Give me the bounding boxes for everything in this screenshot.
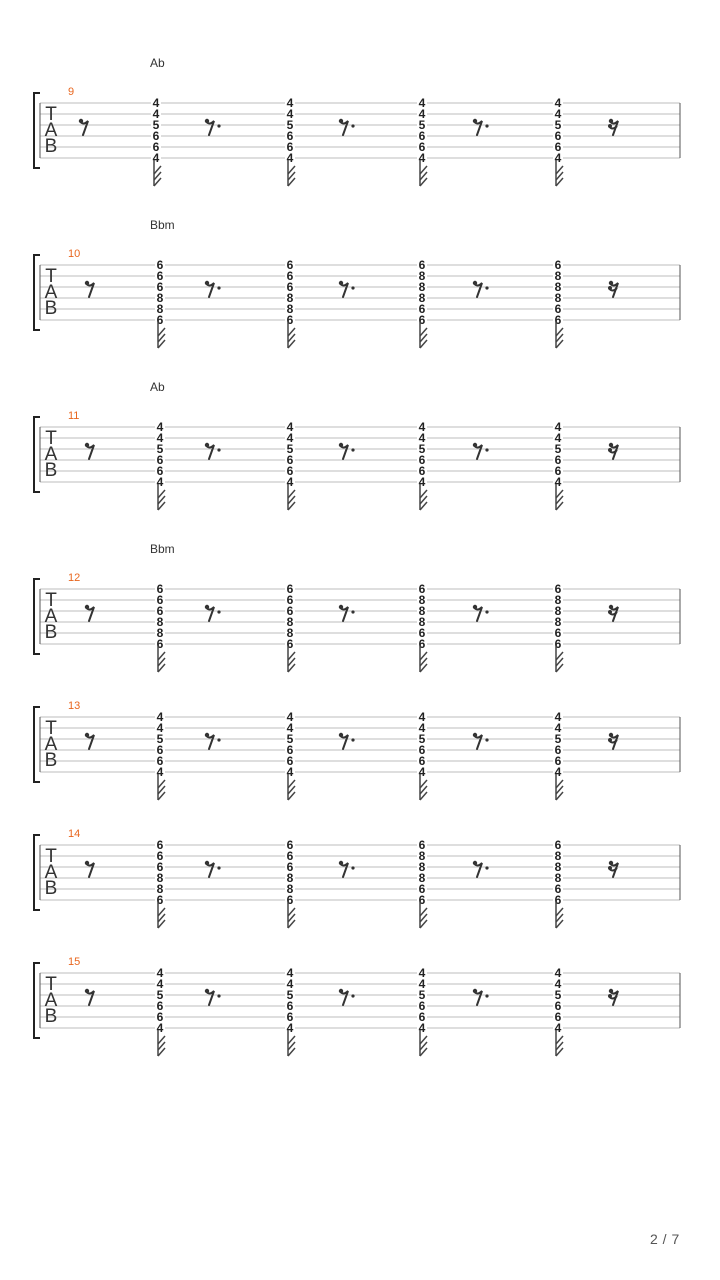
fret-number: 5	[152, 118, 160, 132]
tab-clef-letter: B	[44, 460, 58, 481]
fret-number: 8	[418, 860, 426, 874]
dotted-eighth-rest-icon	[205, 443, 221, 459]
fret-number: 4	[418, 96, 426, 110]
system-bracket	[34, 93, 40, 168]
fret-number: 6	[554, 882, 562, 896]
chord-stack	[155, 258, 165, 348]
fret-number: 6	[156, 860, 164, 874]
fret-number: 4	[286, 475, 294, 489]
fret-number: 8	[554, 593, 562, 607]
dotted-eighth-rest-icon	[473, 281, 489, 297]
tab-clef-letter: B	[44, 298, 58, 319]
fret-number: 8	[286, 615, 294, 629]
fret-number: 6	[286, 860, 294, 874]
tab-clef-letter: T	[45, 590, 57, 611]
dotted-eighth-rest-icon	[205, 281, 221, 297]
fret-number: 6	[156, 999, 164, 1013]
fret-number: 4	[554, 431, 562, 445]
sixteenth-rest-icon	[608, 119, 618, 135]
fret-number: 4	[156, 475, 164, 489]
fret-number: 4	[418, 710, 426, 724]
dotted-eighth-rest-icon	[473, 605, 489, 621]
tab-clef-letter: A	[44, 444, 58, 465]
dotted-eighth-rest-icon	[339, 443, 355, 459]
fret-number: 6	[286, 453, 294, 467]
fret-number: 5	[156, 732, 164, 746]
fret-number: 6	[554, 129, 562, 143]
fret-number: 4	[554, 420, 562, 434]
fret-number: 4	[554, 151, 562, 165]
eighth-rest-icon	[85, 733, 94, 749]
fret-number: 5	[418, 988, 426, 1002]
dotted-eighth-rest-icon	[205, 861, 221, 877]
fret-number: 8	[554, 615, 562, 629]
fret-number: 6	[156, 258, 164, 272]
fret-number: 8	[156, 291, 164, 305]
fret-number: 4	[286, 431, 294, 445]
chord-stack	[417, 258, 427, 348]
dotted-eighth-rest-icon	[205, 733, 221, 749]
fret-number: 6	[554, 1010, 562, 1024]
fret-number: 6	[156, 754, 164, 768]
fret-number: 6	[286, 140, 294, 154]
tab-system	[34, 218, 680, 348]
fret-number: 6	[286, 593, 294, 607]
fret-number: 4	[286, 151, 294, 165]
fret-number: 5	[418, 118, 426, 132]
fret-number: 8	[554, 280, 562, 294]
sixteenth-rest-icon	[608, 281, 618, 297]
chord-stack	[553, 710, 563, 800]
fret-number: 4	[152, 151, 160, 165]
fret-number: 5	[156, 988, 164, 1002]
fret-number: 4	[156, 966, 164, 980]
chord-stack	[285, 420, 295, 510]
fret-number: 6	[554, 140, 562, 154]
fret-number: 6	[286, 129, 294, 143]
fret-number: 4	[554, 96, 562, 110]
fret-number: 6	[418, 882, 426, 896]
fret-number: 6	[418, 302, 426, 316]
fret-number: 8	[286, 291, 294, 305]
fret-number: 6	[156, 1010, 164, 1024]
dotted-eighth-rest-icon	[339, 733, 355, 749]
dotted-eighth-rest-icon	[205, 605, 221, 621]
measure-number: 9	[68, 86, 75, 98]
tab-clef-letter: A	[44, 282, 58, 303]
chord-stack	[285, 96, 295, 186]
chord-stack	[155, 838, 165, 928]
chord-stack	[553, 420, 563, 510]
chord-stack	[553, 96, 563, 186]
fret-number: 6	[286, 313, 294, 327]
fret-number: 5	[554, 988, 562, 1002]
fret-number: 6	[554, 258, 562, 272]
chord-name: Ab	[150, 56, 165, 70]
fret-number: 6	[418, 258, 426, 272]
fret-number: 6	[156, 743, 164, 757]
eighth-rest-icon	[85, 443, 94, 459]
fret-number: 6	[554, 464, 562, 478]
fret-number: 5	[554, 442, 562, 456]
fret-number: 6	[156, 464, 164, 478]
eighth-rest-icon	[85, 605, 94, 621]
chord-stack	[285, 582, 295, 672]
fret-number: 4	[418, 721, 426, 735]
fret-number: 6	[286, 838, 294, 852]
fret-number: 6	[286, 754, 294, 768]
fret-number: 6	[554, 743, 562, 757]
fret-number: 8	[418, 593, 426, 607]
dotted-eighth-rest-icon	[473, 443, 489, 459]
fret-number: 6	[286, 582, 294, 596]
fret-number: 6	[418, 637, 426, 651]
chord-stack	[553, 966, 563, 1056]
fret-number: 6	[156, 582, 164, 596]
tab-clef-letter: A	[44, 862, 58, 883]
system-bracket	[34, 255, 40, 330]
fret-number: 4	[286, 96, 294, 110]
tab-system	[34, 542, 680, 672]
fret-number: 4	[156, 431, 164, 445]
measure-number: 12	[68, 572, 81, 584]
tab-clef-letter: B	[44, 622, 58, 643]
fret-number: 4	[418, 1021, 426, 1035]
dotted-eighth-rest-icon	[339, 605, 355, 621]
fret-number: 6	[156, 269, 164, 283]
fret-number: 4	[286, 420, 294, 434]
eighth-rest-icon	[79, 119, 88, 135]
fret-number: 6	[286, 999, 294, 1013]
fret-number: 6	[418, 626, 426, 640]
tab-clef-letter: T	[45, 266, 57, 287]
fret-number: 5	[554, 118, 562, 132]
fret-number: 5	[554, 732, 562, 746]
system-bracket	[34, 835, 40, 910]
fret-number: 6	[156, 893, 164, 907]
sixteenth-rest-icon	[608, 605, 618, 621]
fret-number: 6	[554, 999, 562, 1013]
dotted-eighth-rest-icon	[205, 989, 221, 1005]
measure-number: 13	[68, 700, 81, 712]
fret-number: 4	[286, 710, 294, 724]
fret-number: 4	[286, 966, 294, 980]
dotted-eighth-rest-icon	[473, 989, 489, 1005]
fret-number: 8	[418, 849, 426, 863]
fret-number: 4	[286, 721, 294, 735]
chord-stack	[155, 582, 165, 672]
fret-number: 8	[418, 280, 426, 294]
fret-number: 6	[554, 302, 562, 316]
fret-number: 6	[418, 313, 426, 327]
tab-clef-letter: A	[44, 990, 58, 1011]
sixteenth-rest-icon	[608, 861, 618, 877]
dotted-eighth-rest-icon	[339, 989, 355, 1005]
fret-number: 6	[286, 258, 294, 272]
fret-number: 8	[156, 882, 164, 896]
fret-number: 4	[554, 765, 562, 779]
fret-number: 4	[418, 475, 426, 489]
fret-number: 8	[418, 871, 426, 885]
fret-number: 8	[554, 291, 562, 305]
fret-number: 4	[418, 431, 426, 445]
fret-number: 4	[156, 765, 164, 779]
system-bracket	[34, 707, 40, 782]
fret-number: 4	[156, 710, 164, 724]
fret-number: 8	[156, 626, 164, 640]
chord-name: Bbm	[150, 542, 175, 556]
fret-number: 6	[286, 464, 294, 478]
fret-number: 8	[286, 882, 294, 896]
page-indicator: 2 / 7	[650, 1231, 680, 1247]
fret-number: 5	[418, 732, 426, 746]
chord-name: Ab	[150, 380, 165, 394]
fret-number: 5	[286, 118, 294, 132]
sixteenth-rest-icon	[608, 989, 618, 1005]
tab-clef-letter: B	[44, 878, 58, 899]
system-bracket	[34, 417, 40, 492]
fret-number: 6	[418, 140, 426, 154]
fret-number: 6	[554, 626, 562, 640]
tab-clef-letter: T	[45, 974, 57, 995]
fret-number: 4	[554, 721, 562, 735]
fret-number: 6	[418, 464, 426, 478]
chord-stack	[151, 96, 161, 186]
dotted-eighth-rest-icon	[339, 119, 355, 135]
tab-system	[34, 380, 680, 510]
fret-number: 8	[554, 269, 562, 283]
measure-number: 14	[68, 828, 81, 840]
fret-number: 8	[156, 871, 164, 885]
fret-number: 4	[156, 420, 164, 434]
dotted-eighth-rest-icon	[473, 733, 489, 749]
tab-system	[34, 56, 680, 186]
fret-number: 6	[286, 604, 294, 618]
system-bracket	[34, 963, 40, 1038]
chord-stack	[417, 420, 427, 510]
fret-number: 4	[286, 1021, 294, 1035]
fret-number: 6	[554, 582, 562, 596]
chord-stack	[417, 710, 427, 800]
fret-number: 6	[286, 849, 294, 863]
sixteenth-rest-icon	[608, 443, 618, 459]
chord-stack	[553, 582, 563, 672]
chord-stack	[417, 96, 427, 186]
tab-clef-letter: B	[44, 1006, 58, 1027]
fret-number: 6	[156, 313, 164, 327]
fret-number: 4	[418, 977, 426, 991]
tab-clef-letter: A	[44, 606, 58, 627]
fret-number: 8	[554, 849, 562, 863]
tab-clef-letter: A	[44, 734, 58, 755]
fret-number: 6	[418, 754, 426, 768]
fret-number: 6	[152, 140, 160, 154]
fret-number: 6	[286, 637, 294, 651]
fret-number: 6	[156, 637, 164, 651]
fret-number: 4	[418, 966, 426, 980]
chord-name: Bbm	[150, 218, 175, 232]
fret-number: 4	[554, 107, 562, 121]
tab-clef-letter: T	[45, 428, 57, 449]
tab-clef-letter: A	[44, 120, 58, 141]
tab-clef-letter: T	[45, 718, 57, 739]
fret-number: 5	[156, 442, 164, 456]
fret-number: 6	[156, 280, 164, 294]
fret-number: 6	[156, 453, 164, 467]
sixteenth-rest-icon	[608, 733, 618, 749]
fret-number: 6	[286, 1010, 294, 1024]
fret-number: 4	[554, 966, 562, 980]
fret-number: 8	[286, 871, 294, 885]
fret-number: 8	[554, 604, 562, 618]
fret-number: 4	[554, 475, 562, 489]
fret-number: 6	[156, 838, 164, 852]
fret-number: 6	[418, 893, 426, 907]
fret-number: 4	[156, 977, 164, 991]
chord-stack	[417, 838, 427, 928]
fret-number: 4	[156, 721, 164, 735]
fret-number: 5	[286, 442, 294, 456]
chord-stack	[155, 966, 165, 1056]
dotted-eighth-rest-icon	[473, 861, 489, 877]
fret-number: 8	[286, 302, 294, 316]
fret-number: 6	[156, 604, 164, 618]
fret-number: 8	[418, 604, 426, 618]
fret-number: 6	[152, 129, 160, 143]
fret-number: 6	[554, 637, 562, 651]
fret-number: 6	[418, 582, 426, 596]
tab-clef-letter: B	[44, 750, 58, 771]
fret-number: 4	[152, 96, 160, 110]
fret-number: 4	[418, 107, 426, 121]
dotted-eighth-rest-icon	[473, 119, 489, 135]
chord-stack	[417, 966, 427, 1056]
eighth-rest-icon	[85, 989, 94, 1005]
chord-stack	[285, 258, 295, 348]
fret-number: 6	[554, 453, 562, 467]
chord-stack	[285, 710, 295, 800]
fret-number: 6	[286, 893, 294, 907]
fret-number: 8	[156, 615, 164, 629]
tab-system	[34, 828, 680, 928]
fret-number: 6	[286, 743, 294, 757]
fret-number: 6	[418, 999, 426, 1013]
fret-number: 6	[418, 743, 426, 757]
fret-number: 6	[418, 1010, 426, 1024]
tab-system	[34, 700, 680, 800]
fret-number: 6	[418, 453, 426, 467]
fret-number: 6	[286, 269, 294, 283]
fret-number: 4	[152, 107, 160, 121]
measure-number: 10	[68, 248, 81, 260]
dotted-eighth-rest-icon	[339, 281, 355, 297]
chord-stack	[285, 838, 295, 928]
system-bracket	[34, 579, 40, 654]
fret-number: 6	[156, 593, 164, 607]
fret-number: 6	[554, 838, 562, 852]
fret-number: 8	[554, 860, 562, 874]
fret-number: 6	[554, 893, 562, 907]
tab-clef-letter: T	[45, 846, 57, 867]
tab-clef-letter: T	[45, 104, 57, 125]
dotted-eighth-rest-icon	[339, 861, 355, 877]
fret-number: 4	[286, 107, 294, 121]
fret-number: 4	[554, 710, 562, 724]
fret-number: 8	[286, 626, 294, 640]
fret-number: 4	[554, 977, 562, 991]
fret-number: 5	[286, 988, 294, 1002]
fret-number: 8	[418, 291, 426, 305]
fret-number: 4	[554, 1021, 562, 1035]
eighth-rest-icon	[85, 861, 94, 877]
fret-number: 8	[418, 269, 426, 283]
fret-number: 4	[418, 420, 426, 434]
chord-stack	[553, 258, 563, 348]
tab-clef-letter: B	[44, 136, 58, 157]
fret-number: 6	[554, 313, 562, 327]
chord-stack	[417, 582, 427, 672]
fret-number: 4	[156, 1021, 164, 1035]
chord-stack	[155, 710, 165, 800]
fret-number: 4	[286, 765, 294, 779]
fret-number: 6	[418, 838, 426, 852]
fret-number: 6	[554, 754, 562, 768]
fret-number: 6	[418, 129, 426, 143]
fret-number: 6	[286, 280, 294, 294]
fret-number: 4	[418, 765, 426, 779]
fret-number: 6	[156, 849, 164, 863]
chord-stack	[285, 966, 295, 1056]
fret-number: 5	[418, 442, 426, 456]
chord-stack	[155, 420, 165, 510]
measure-number: 11	[68, 410, 80, 422]
chord-stack	[553, 838, 563, 928]
tab-system	[34, 956, 680, 1056]
dotted-eighth-rest-icon	[205, 119, 221, 135]
fret-number: 8	[156, 302, 164, 316]
eighth-rest-icon	[85, 281, 94, 297]
fret-number: 5	[286, 732, 294, 746]
measure-number: 15	[68, 956, 81, 968]
fret-number: 8	[554, 871, 562, 885]
fret-number: 4	[418, 151, 426, 165]
fret-number: 8	[418, 615, 426, 629]
fret-number: 4	[286, 977, 294, 991]
